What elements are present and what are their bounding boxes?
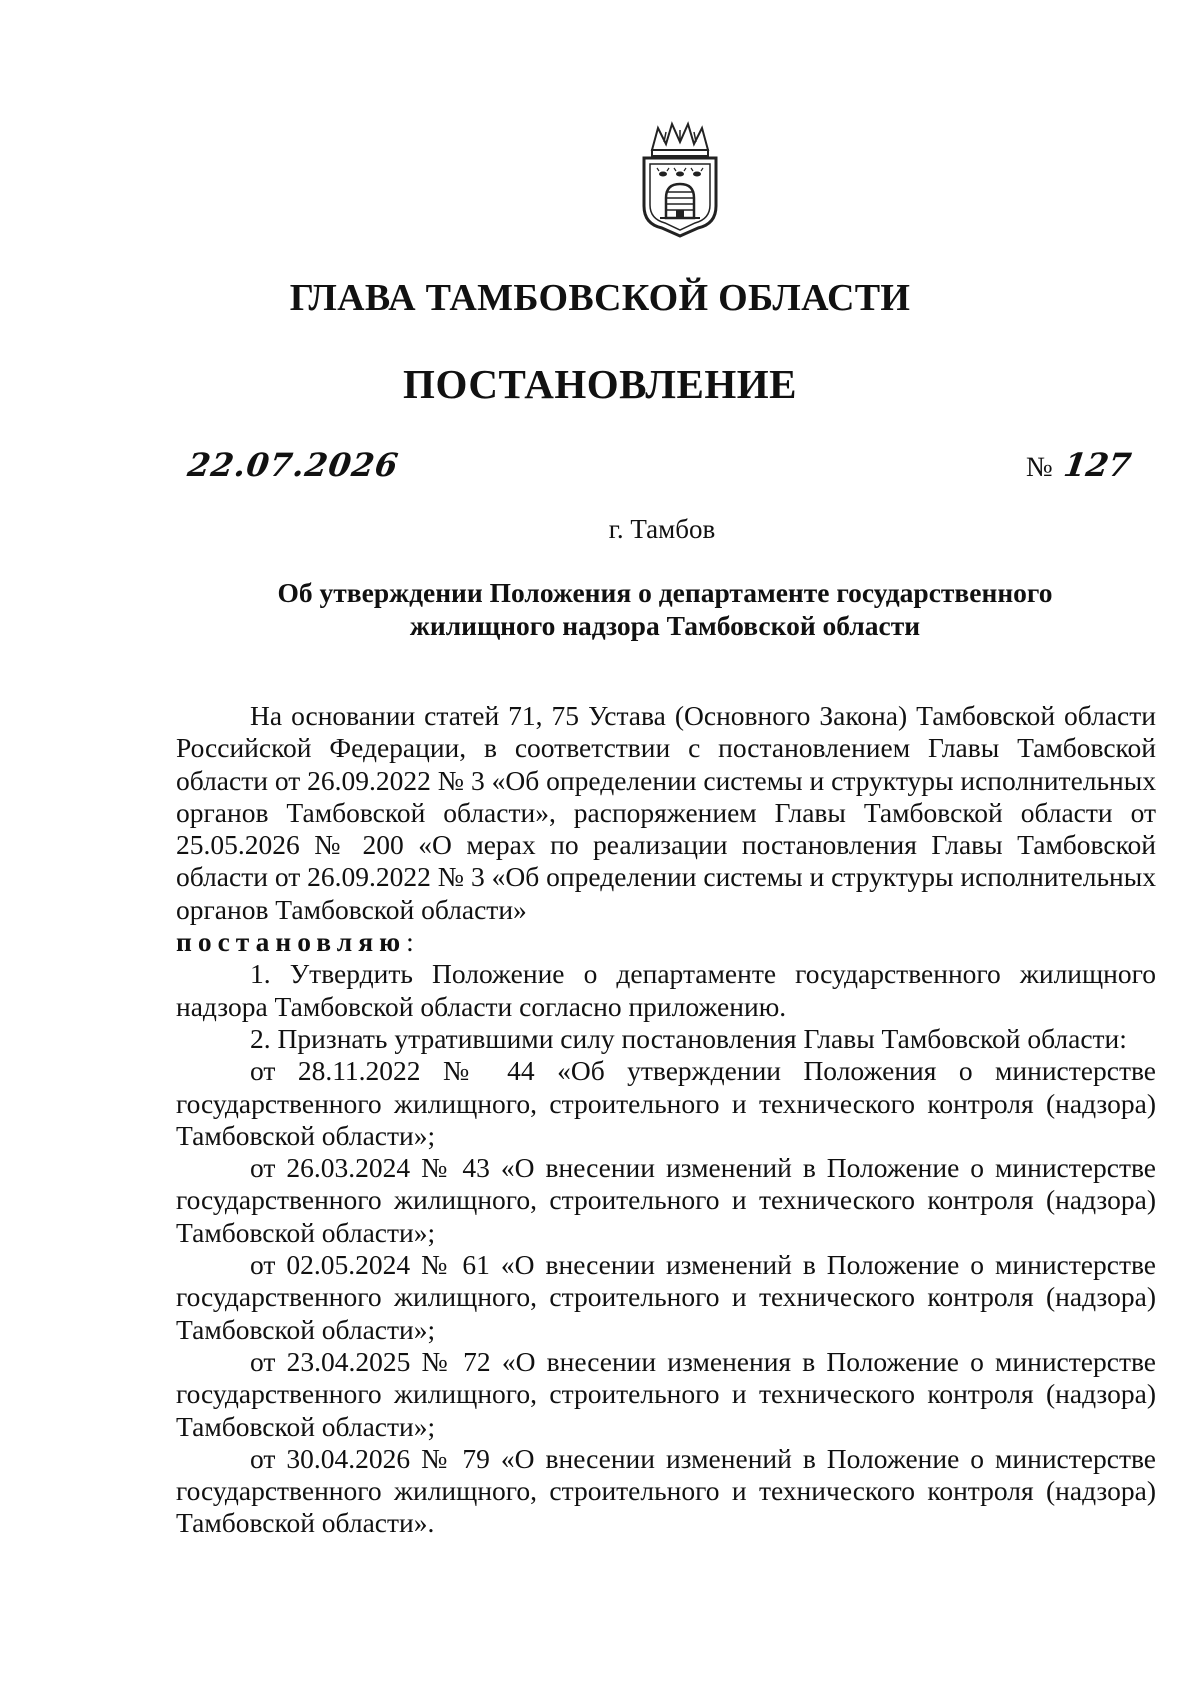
handwritten-number: 127: [1061, 446, 1134, 484]
repealed-item: от 28.11.2022 № 44 «Об утверждении Положения о министерстве государственного жилищного, строительного и технического контроля (надзора) Тамбовской области»;: [176, 1055, 1156, 1151]
decree-line: [176, 926, 1156, 958]
decree-word: постановляю: [176, 926, 407, 958]
repealed-item: от 30.04.2026 № 79 «О внесении изменений в Положение о министерстве государственного жилищного, строительного и технического контроля (надзора) Тамбовской области».: [176, 1442, 1156, 1539]
document-body: [176, 700, 1156, 1540]
repealed-item: от 23.04.2025 № 72 «О внесении изменения в Положение о министерстве государственного жилищного, строительного и технического контроля (надзора) Тамбовской области»;: [176, 1345, 1156, 1442]
item-1-paragraph: 1. Утвердить Положение о департаменте государственного жилищного надзора Тамбовской области согласно приложению.: [176, 958, 1156, 1022]
number-prefix: №: [1026, 452, 1053, 483]
preamble-paragraph: На основании статей 71, 75 Устава (Основного Закона) Тамбовской области Российской Федерации, в соответствии с постановлением Главы Тамбовской области от 26.09.2022 № 3 «Об определении системы и структуры исполнительных органов Тамбовской области», распоряжением Главы Тамбовской области от 25.05.2026 № 200 «О мерах по реализации постановления Главы Тамбовской области от 26.09.2022 № 3 «Об определении системы и структуры исполнительных органов Тамбовской области»: [176, 700, 1156, 925]
item-2-paragraph: 2. Признать утратившими силу постановления Главы Тамбовской области:: [250, 1022, 1127, 1054]
title-line-2: жилищного надзора Тамбовской области: [409, 610, 921, 641]
handwritten-date: 22.07.2026: [185, 446, 402, 484]
issuing-authority: ГЛАВА ТАМБОВСКОЙ ОБЛАСТИ: [289, 277, 911, 319]
decree-colon: :: [406, 926, 414, 958]
city: г. Тамбов: [608, 514, 716, 544]
repealed-item: от 26.03.2024 № 43 «О внесении изменений в Положение о министерстве государственного жилищного, строительного и технического контроля (надзора) Тамбовской области»;: [176, 1152, 1156, 1248]
repealed-item: от 02.05.2024 № 61 «О внесении изменений в Положение о министерстве государственного жилищного, строительного и технического контроля (надзора) Тамбовской области»;: [176, 1249, 1156, 1345]
title-line-1: Об утверждении Положения о департаменте государственного: [277, 577, 1053, 608]
document-type: ПОСТАНОВЛЕНИЕ: [403, 361, 797, 407]
document-number: [1026, 446, 1134, 484]
document-title: [200, 576, 1130, 642]
coat-of-arms-icon: [630, 120, 730, 240]
